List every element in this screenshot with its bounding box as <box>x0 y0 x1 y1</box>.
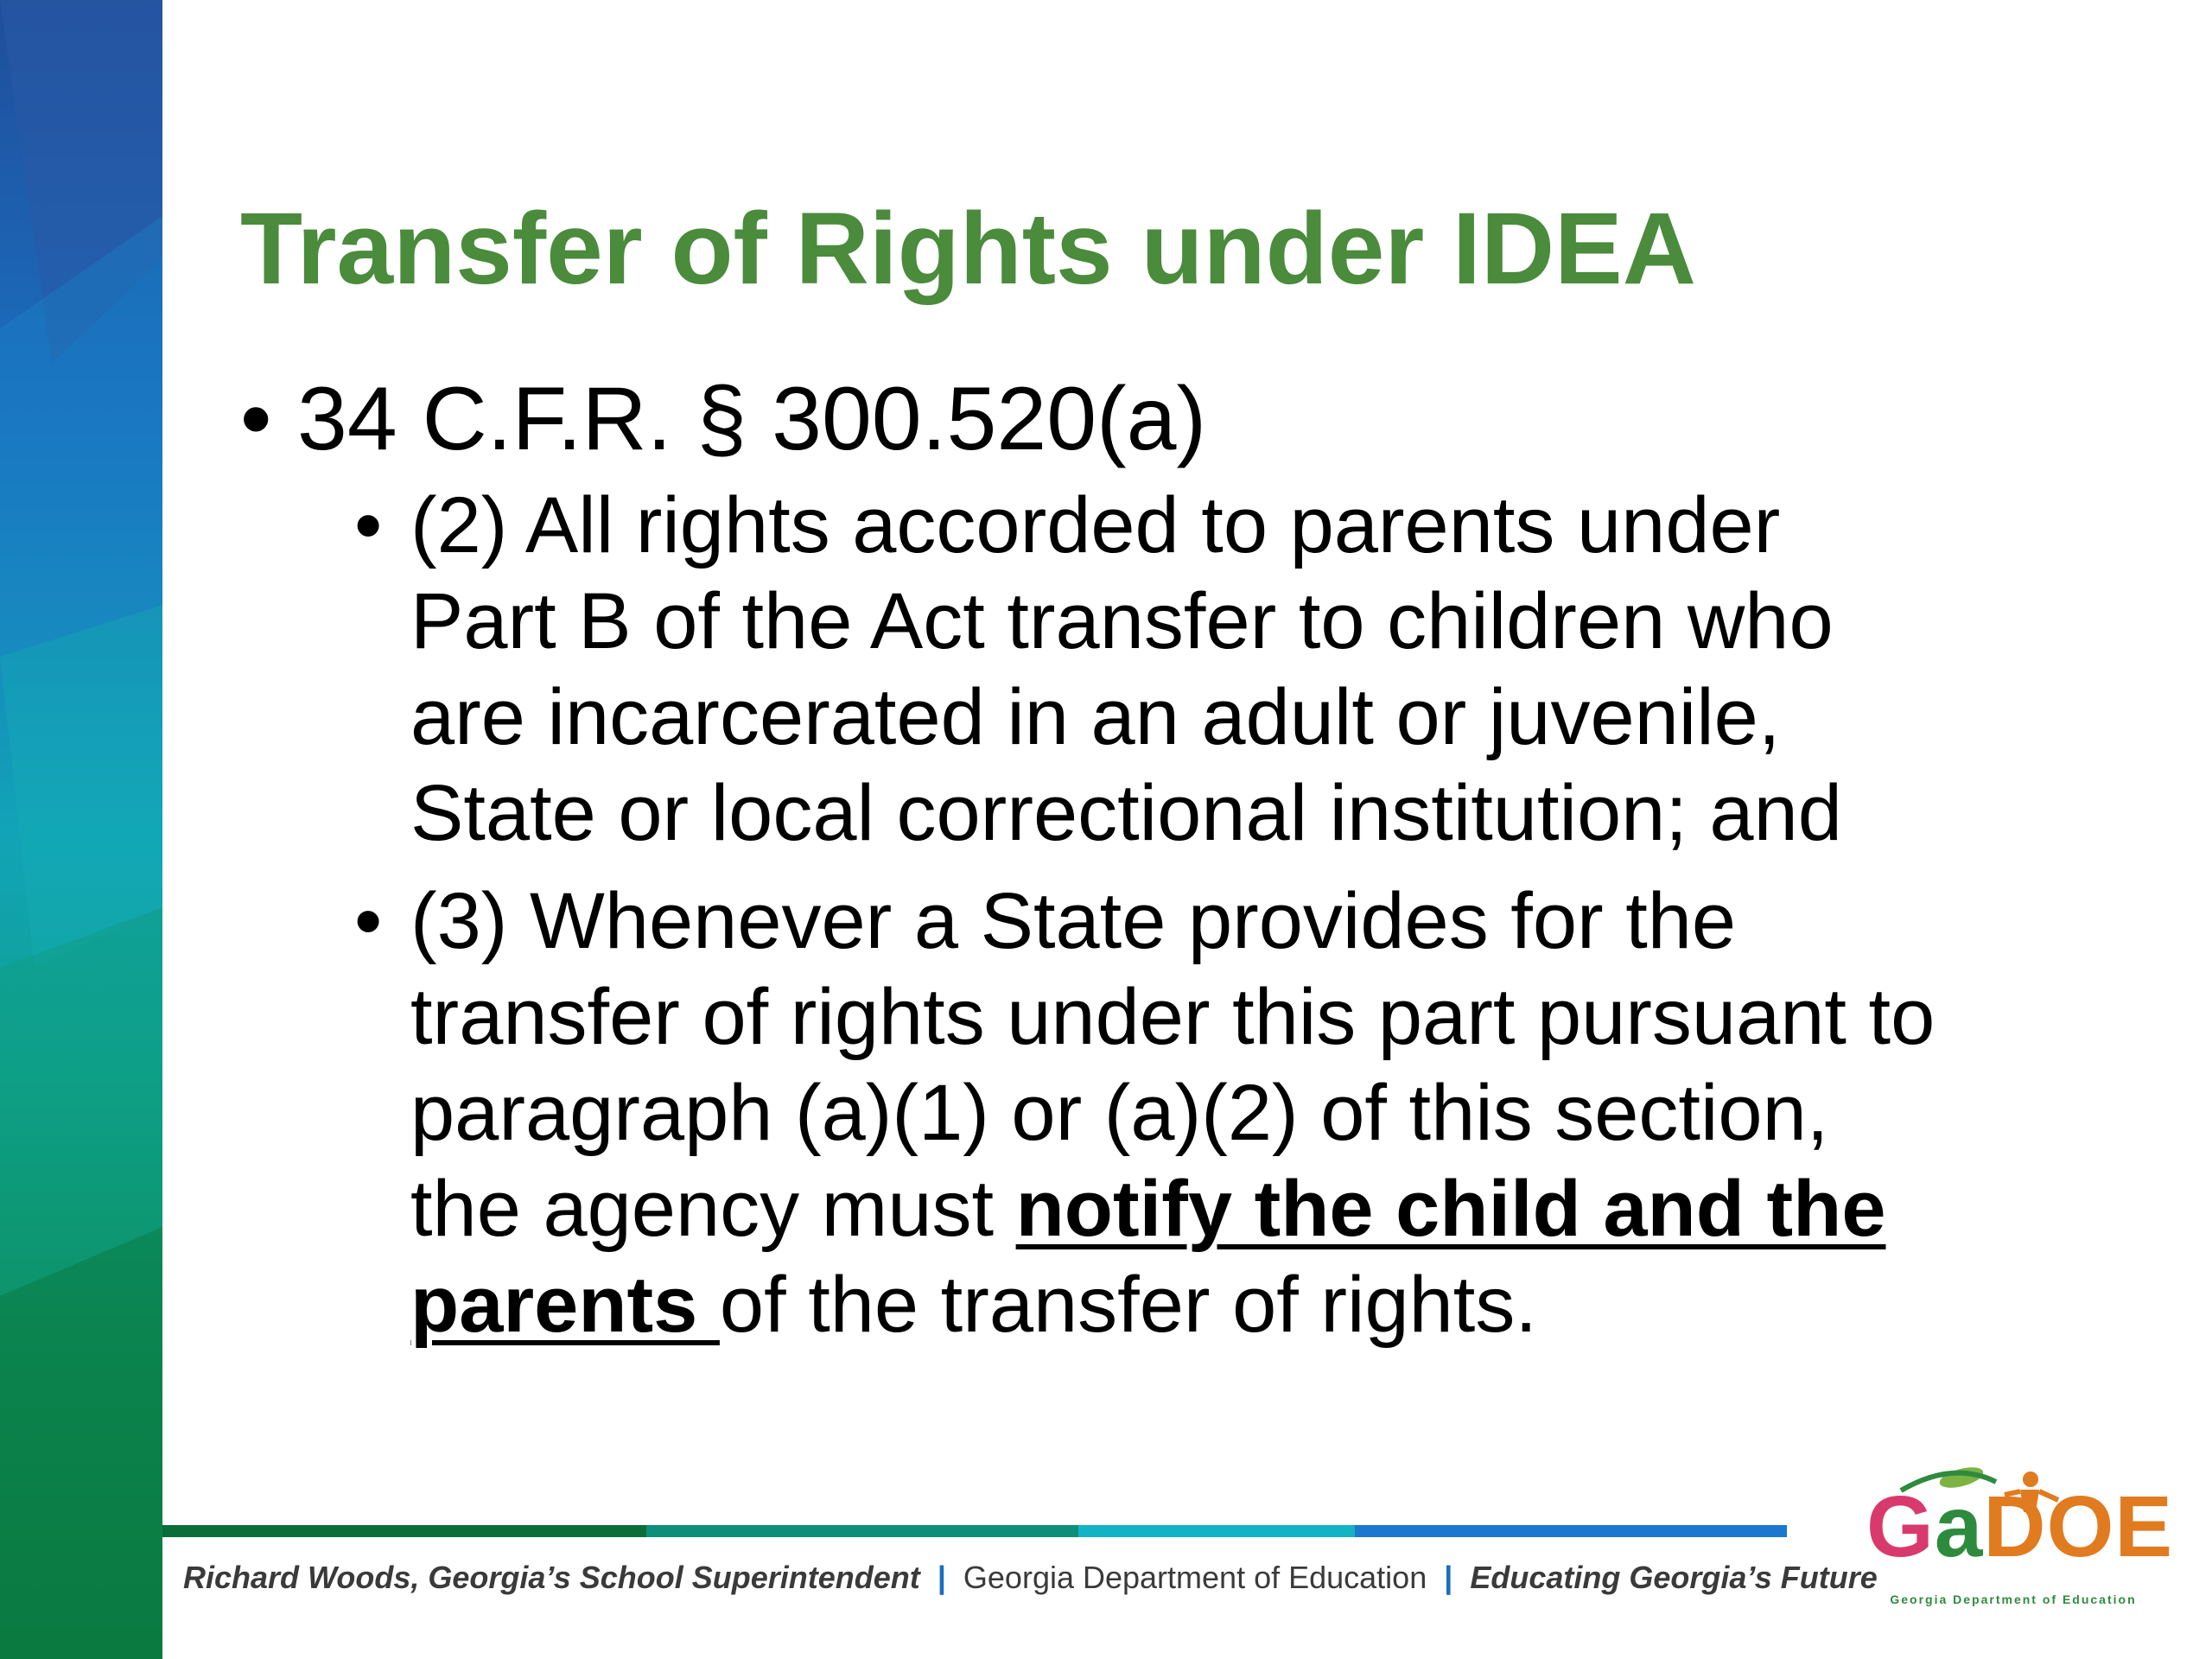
sub-bullet-2-text: (2) All rights accorded to parents under Part B of the Act transfer to children who are incarcerated in an adult or juvenile, State or local correctional institution; and <box>410 481 1842 857</box>
logo-wordmark <box>1866 1478 2174 1590</box>
footer-rule-segment <box>162 1525 646 1537</box>
side-facet-shapes <box>0 0 162 1659</box>
footer-superintendent: Richard Woods, Georgia’s School Superintendent <box>183 1560 920 1595</box>
slide-body <box>240 367 2141 1365</box>
logo-letter-a: a <box>1934 1478 1984 1575</box>
citation-text: 34 C.F.R. § 300.520(a) <box>297 369 1207 469</box>
bullet-marker: • <box>354 877 383 965</box>
logo-subtitle: Georgia Department of Education <box>1890 1592 2137 1606</box>
footer-separator: | <box>1444 1560 1453 1595</box>
gadoe-logo <box>1866 1460 2174 1624</box>
footer-rule-segment <box>1355 1525 1787 1537</box>
side-decoration-band <box>0 0 162 1659</box>
bullet-marker: • <box>354 481 383 569</box>
footer-separator: | <box>937 1560 946 1595</box>
footer-department: Georgia Department of Education <box>963 1560 1427 1595</box>
footer-rule-segment <box>1078 1525 1355 1537</box>
sub-bullet-list <box>240 478 2141 1353</box>
logo-letter-g: G <box>1866 1478 1935 1575</box>
bullet-citation <box>240 367 2141 471</box>
footer-text <box>183 1560 1878 1596</box>
sub-bullet-3-emphasis: notify the child and the parents <box>410 1165 1886 1349</box>
footer-motto: Educating Georgia’s Future <box>1470 1560 1878 1595</box>
sub-bullet-3-text-start: (3) Whenever a State provides for the transfer of rights under this part pursuant to paragraph (a)(1) or (a)(2) of this section, the agency must <box>410 877 1936 1253</box>
logo-letters-doe: DOE <box>1983 1478 2174 1575</box>
sub-bullet-3 <box>240 874 1940 1353</box>
sub-bullet-3-text-end: of the transfer of rights. <box>719 1261 1537 1349</box>
footer-rule-segment <box>646 1525 1078 1537</box>
slide-title: Transfer of Rights under IDEA <box>240 192 1696 306</box>
bullet-marker: • <box>240 369 272 469</box>
sub-bullet-2 <box>240 478 1940 861</box>
footer-rule <box>162 1525 1787 1537</box>
